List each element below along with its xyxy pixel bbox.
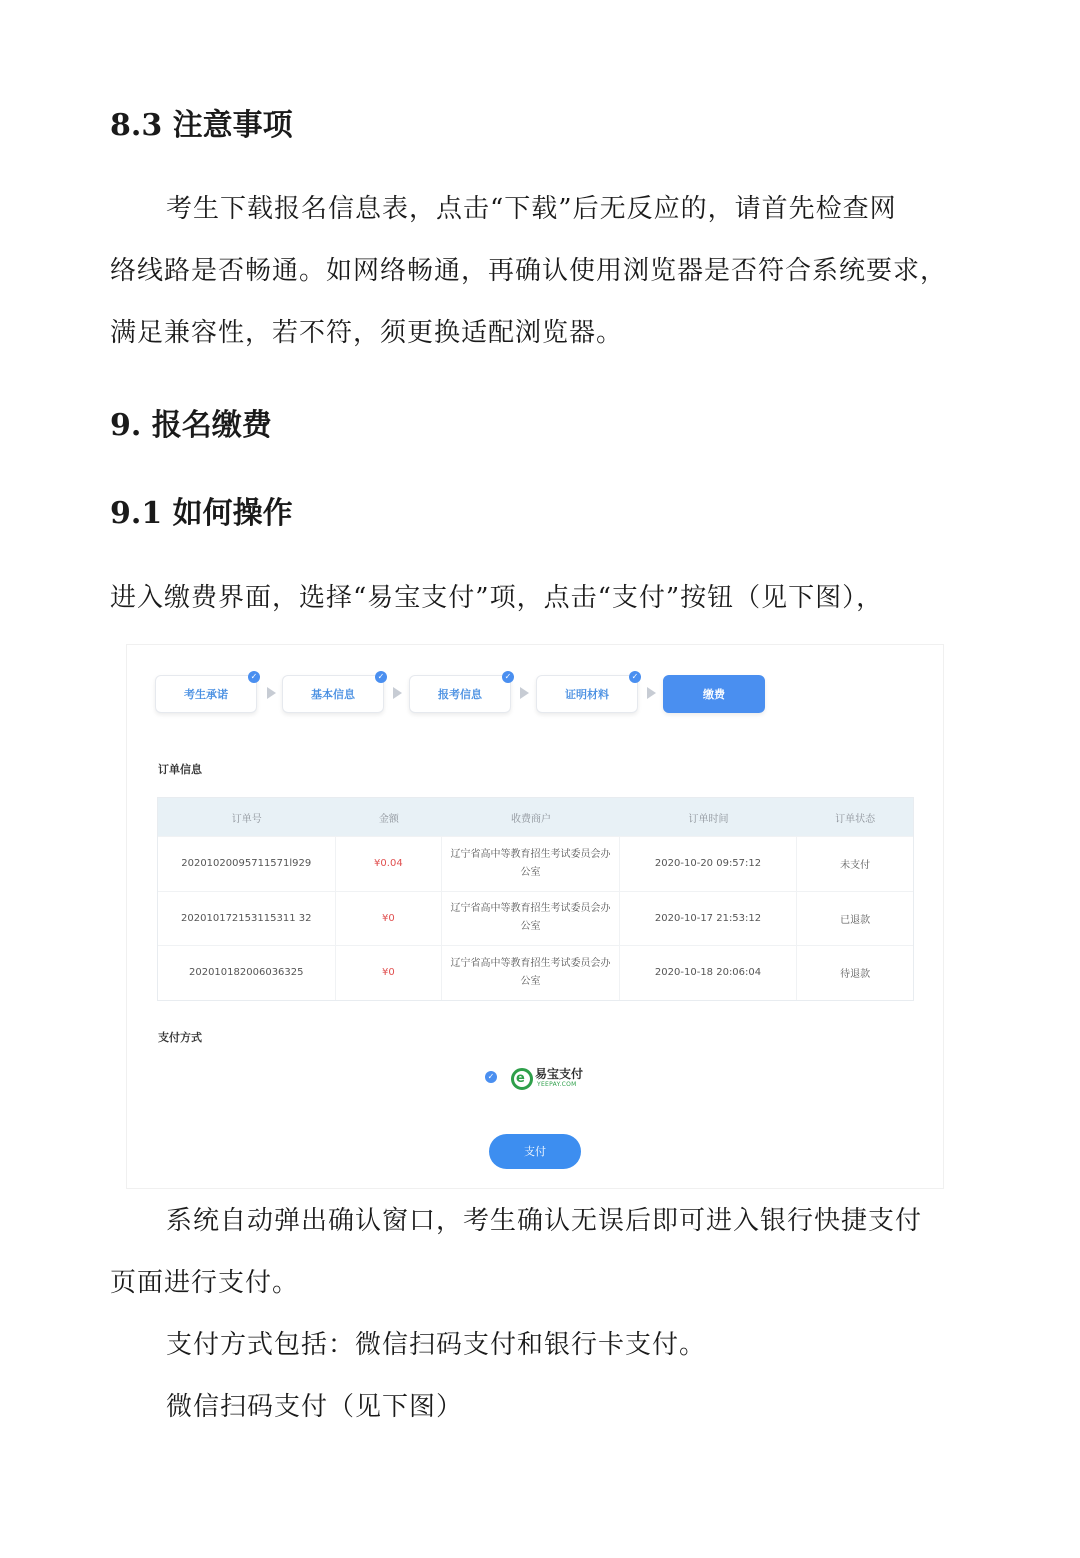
step-exam-info[interactable] <box>409 672 512 713</box>
step-label: 报考信息 <box>438 688 482 701</box>
check-icon: ✓ <box>375 671 387 683</box>
cell-amount: ¥0.04 <box>336 837 443 891</box>
step-basic-info[interactable] <box>282 672 385 713</box>
table-row <box>158 836 913 891</box>
cell-amount: ¥0 <box>336 946 443 1000</box>
step-label: 证明材料 <box>565 688 609 701</box>
yeepay-option[interactable] <box>483 1063 593 1093</box>
yeepay-e-icon: e <box>516 1071 525 1086</box>
heading-8-3: 8.3 注意事项 <box>110 108 293 143</box>
step-label: 缴费 <box>703 688 725 701</box>
cell-status: 待退款 <box>840 969 871 981</box>
cell-time: 2020-10-18 20:06:04 <box>620 946 798 1000</box>
header-amount: 金额 <box>378 813 399 825</box>
header-time: 订单时间 <box>688 813 729 825</box>
header-order-no: 订单号 <box>231 813 262 825</box>
check-icon: ✓ <box>629 671 641 683</box>
cell-merchant: 辽宁省高中等教育招生考试委员会办公室 <box>442 837 620 891</box>
order-table <box>157 797 914 1001</box>
step-materials[interactable] <box>536 672 639 713</box>
step-bar <box>155 672 775 715</box>
paragraph-line: 络线路是否畅通。如网络畅通，再确认使用浏览器是否符合系统要求， <box>110 256 948 286</box>
cell-status: 已退款 <box>840 914 871 926</box>
paragraph-line: 进入缴费界面，选择“易宝支付”项，点击“支付”按钮（见下图）， <box>110 583 884 613</box>
arrow-right-icon <box>267 687 276 699</box>
pay-method-label: 支付方式 <box>158 1031 202 1044</box>
order-info-label: 订单信息 <box>158 763 202 776</box>
cell-time: 2020-10-17 21:53:12 <box>620 892 798 946</box>
payment-screenshot <box>126 644 944 1189</box>
paragraph-line: 微信扫码支付（见下图） <box>166 1392 464 1422</box>
arrow-right-icon <box>520 687 529 699</box>
pay-button[interactable]: 支付 <box>489 1134 581 1169</box>
header-status: 订单状态 <box>835 813 876 825</box>
heading-9-1: 9.1 如何操作 <box>110 496 293 531</box>
cell-status: 未支付 <box>840 860 871 872</box>
arrow-right-icon <box>647 687 656 699</box>
paragraph-line: 支付方式包括：微信扫码支付和银行卡支付。 <box>166 1330 707 1360</box>
heading-9: 9. 报名缴费 <box>110 408 272 443</box>
paragraph-line: 考生下载报名信息表，点击“下载”后无反应的，请首先检查网 <box>166 194 897 224</box>
check-icon: ✓ <box>502 671 514 683</box>
step-pledge[interactable] <box>155 672 258 713</box>
table-row <box>158 945 913 1000</box>
yeepay-logo <box>511 1063 591 1093</box>
cell-merchant: 辽宁省高中等教育招生考试委员会办公室 <box>442 892 620 946</box>
check-icon: ✓ <box>248 671 260 683</box>
paragraph-line: 满足兼容性，若不符，须更换适配浏览器。 <box>110 318 624 348</box>
arrow-right-icon <box>393 687 402 699</box>
cell-amount: ¥0 <box>336 892 443 946</box>
cell-order-no: 202010182006036325 <box>158 946 336 1000</box>
yeepay-url: YEEPAY.COM <box>537 1081 577 1088</box>
header-merchant: 收费商户 <box>511 813 552 825</box>
table-row <box>158 891 913 946</box>
step-label: 基本信息 <box>311 688 355 701</box>
yeepay-name: 易宝支付 <box>535 1067 584 1081</box>
step-label: 考生承诺 <box>184 688 228 701</box>
paragraph-line: 系统自动弹出确认窗口，考生确认无误后即可进入银行快捷支付 <box>166 1206 923 1236</box>
step-payment[interactable] <box>663 675 765 713</box>
table-header <box>158 798 913 836</box>
radio-checked-icon[interactable]: ✓ <box>485 1071 497 1083</box>
cell-time: 2020-10-20 09:57:12 <box>620 837 798 891</box>
cell-order-no: 202010172153115311 32 <box>158 892 336 946</box>
cell-merchant: 辽宁省高中等教育招生考试委员会办公室 <box>442 946 620 1000</box>
cell-order-no: 20201020095711571l929 <box>158 837 336 891</box>
paragraph-line: 页面进行支付。 <box>110 1268 300 1298</box>
